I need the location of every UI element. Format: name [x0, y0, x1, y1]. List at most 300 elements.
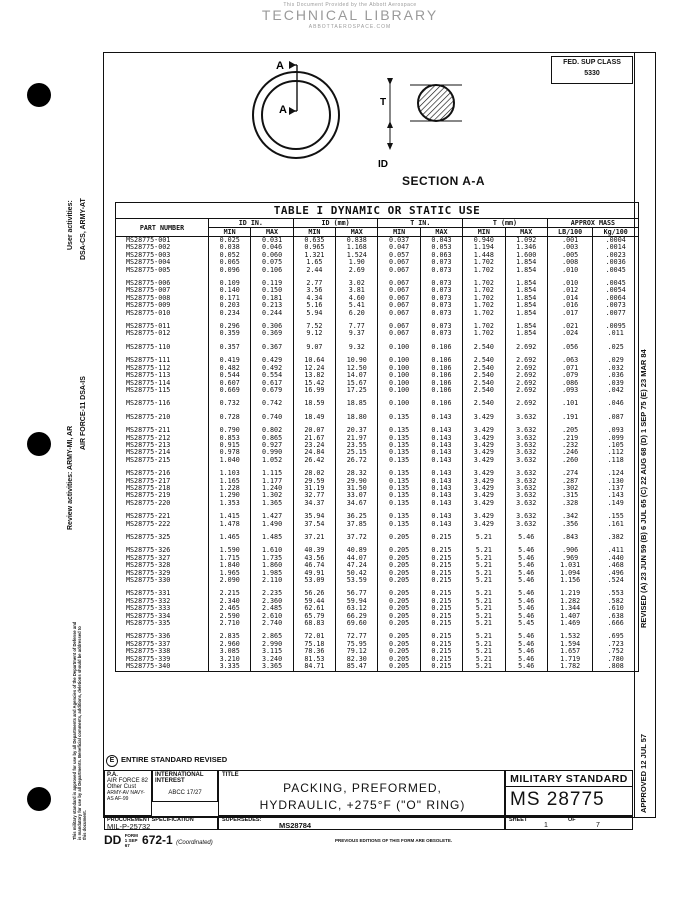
table-cell: 0.205 [378, 633, 420, 640]
table-cell: 0.143 [420, 513, 462, 520]
table-cell: 0.135 [378, 485, 420, 492]
table-cell: 66.29 [336, 613, 378, 620]
table-cell: 0.100 [378, 380, 420, 387]
table-cell: 0.215 [420, 562, 462, 569]
table-cell: 0.067 [378, 302, 420, 309]
table-cell: 0.100 [378, 400, 420, 407]
table-row [116, 310, 639, 317]
table-cell: 3.429 [463, 435, 505, 442]
col-id-in: ID IN. [209, 219, 294, 228]
table-cell: 18.59 [293, 400, 335, 407]
table-cell: 3.429 [463, 485, 505, 492]
proc-cell [104, 816, 218, 830]
table-cell: .638 [593, 613, 639, 620]
part-number-cell: MS28775-002 [116, 244, 209, 251]
table-cell: .036 [593, 372, 639, 379]
table-cell: .087 [593, 414, 639, 421]
table-cell: .161 [593, 521, 639, 528]
part-number-cell: MS28775-222 [116, 521, 209, 528]
table-row [116, 330, 639, 337]
coordinated-label: (Coordinated) [176, 840, 213, 846]
table-cell: 0.215 [420, 598, 462, 605]
table-row [116, 577, 639, 584]
title-block [104, 770, 633, 816]
table-cell: 1.346 [505, 244, 547, 251]
table-cell: 69.60 [336, 620, 378, 627]
table-cell: 0.215 [420, 547, 462, 554]
table-cell: .906 [547, 547, 593, 554]
table-cell: 0.043 [420, 237, 462, 245]
table-cell: 5.21 [463, 590, 505, 597]
table-cell: 18.49 [293, 414, 335, 421]
standard-cell [505, 770, 633, 816]
pa-cell [104, 770, 152, 816]
table-cell: 1.854 [505, 267, 547, 274]
section-drawing [250, 55, 490, 175]
table-cell: .155 [593, 513, 639, 520]
table-cell: 9.32 [336, 344, 378, 351]
table-cell: .780 [593, 656, 639, 663]
table-row [116, 457, 639, 464]
table-cell: 2.990 [251, 641, 293, 648]
table-cell: 3.429 [463, 449, 505, 456]
col-t-mm: T (mm) [463, 219, 548, 228]
part-number-cell: MS28775-114 [116, 380, 209, 387]
oring-outer-circle [253, 72, 339, 158]
table-cell: .137 [593, 485, 639, 492]
table-cell: 1.094 [547, 570, 593, 577]
table-cell: 0.802 [251, 427, 293, 434]
part-number-cell: MS28775-216 [116, 470, 209, 477]
table-cell: 1.031 [547, 562, 593, 569]
table-cell: .039 [593, 380, 639, 387]
table-cell: 2.692 [505, 400, 547, 407]
table-cell: .0054 [593, 287, 639, 294]
dimension-table [115, 202, 639, 672]
table-cell: 0.143 [420, 485, 462, 492]
table-cell: .0004 [593, 237, 639, 245]
table-cell: 3.429 [463, 457, 505, 464]
table-cell: 0.057 [378, 252, 420, 259]
table-cell: 0.073 [420, 280, 462, 287]
part-number-cell: MS28775-329 [116, 570, 209, 577]
table-cell: 2.215 [209, 590, 251, 597]
table-cell: .666 [593, 620, 639, 627]
table-cell: .118 [593, 457, 639, 464]
table-cell: 1.702 [463, 310, 505, 317]
table-row [116, 547, 639, 554]
col-max: MAX [336, 228, 378, 237]
table-cell: 0.140 [209, 287, 251, 294]
table-cell: 1.365 [251, 500, 293, 507]
of-label: OF [568, 817, 576, 823]
table-cell: 82.30 [336, 656, 378, 663]
table-cell: 0.067 [378, 330, 420, 337]
table-cell: 53.59 [336, 577, 378, 584]
sheet-cell [505, 816, 633, 830]
table-cell: 2.44 [293, 267, 335, 274]
table-cell: 4.60 [336, 295, 378, 302]
part-number-cell: MS28775-330 [116, 577, 209, 584]
table-cell: 1.965 [209, 570, 251, 577]
table-cell: 0.135 [378, 457, 420, 464]
table-cell: 0.965 [293, 244, 335, 251]
table-cell: 0.205 [378, 570, 420, 577]
table-row [116, 513, 639, 520]
title-line1: PACKING, PREFORMED, [283, 781, 442, 795]
table-cell: 3.210 [209, 656, 251, 663]
table-cell: 62.61 [293, 605, 335, 612]
table-row [116, 414, 639, 421]
fsc-value: 5330 [584, 70, 600, 77]
table-cell: 0.073 [420, 330, 462, 337]
table-cell: 0.135 [378, 435, 420, 442]
table-cell: 1.219 [547, 590, 593, 597]
table-cell: 0.135 [378, 470, 420, 477]
pa-value: AIR FORCE 82 [107, 778, 149, 784]
table-cell: 2.540 [463, 357, 505, 364]
col-kg100: Kg/100 [593, 228, 639, 237]
table-cell: 2.69 [336, 267, 378, 274]
table-cell: .005 [547, 252, 593, 259]
table-cell: 5.21 [463, 633, 505, 640]
table-row [116, 259, 639, 266]
table-cell: 1.854 [505, 310, 547, 317]
table-cell: .468 [593, 562, 639, 569]
table-cell: 0.052 [209, 252, 251, 259]
table-cell: 0.205 [378, 562, 420, 569]
table-cell: 1.854 [505, 330, 547, 337]
table-cell: 1.702 [463, 267, 505, 274]
table-cell: .808 [593, 663, 639, 671]
table-cell: 0.135 [378, 513, 420, 520]
table-cell: .0045 [593, 280, 639, 287]
table-cell: 0.215 [420, 555, 462, 562]
table-cell: 2.540 [463, 344, 505, 351]
part-number-cell: MS28775-210 [116, 414, 209, 421]
part-number-cell: MS28775-006 [116, 280, 209, 287]
approval-statement: This military standard is approved for use by all Departments and Agencies of the Department of Defense and is mandatory for use by all Departments. Beneficial comments, additions, deletions should be addressed to this document. [72, 621, 87, 840]
table-cell: .029 [593, 357, 639, 364]
table-cell: 3.81 [336, 287, 378, 294]
table-row [116, 449, 639, 456]
sheet-value: 1 [544, 822, 548, 829]
part-number-cell: MS28775-338 [116, 648, 209, 655]
part-number-cell: MS28775-003 [116, 252, 209, 259]
table-cell: 2.540 [463, 387, 505, 394]
table-cell: .099 [593, 435, 639, 442]
table-cell: 3.632 [505, 470, 547, 477]
part-number-cell: MS28775-112 [116, 365, 209, 372]
table-cell: 1.854 [505, 287, 547, 294]
table-body [116, 237, 639, 672]
t-dim-label: T [380, 97, 387, 108]
table-cell: 36.25 [336, 513, 378, 520]
table-cell: 1.478 [209, 521, 251, 528]
table-cell: .010 [547, 267, 593, 274]
table-cell: 0.031 [251, 237, 293, 245]
table-cell: 3.56 [293, 287, 335, 294]
pa-label: P.A. [107, 772, 118, 778]
table-cell: 2.110 [251, 577, 293, 584]
table-cell: 1.353 [209, 500, 251, 507]
table-cell: 5.21 [463, 562, 505, 569]
table-cell: 0.073 [420, 267, 462, 274]
table-cell: 0.119 [251, 280, 293, 287]
review-airforce: AIR FORCE-11 DSA-IS [80, 376, 87, 450]
table-cell: 5.45 [505, 620, 547, 627]
table-cell: 0.244 [251, 310, 293, 317]
table-cell: 5.46 [505, 656, 547, 663]
table-cell: .440 [593, 555, 639, 562]
table-cell: 1.115 [251, 470, 293, 477]
table-cell: 7.77 [336, 323, 378, 330]
table-cell: 0.067 [378, 280, 420, 287]
table-cell: 1.782 [547, 663, 593, 671]
table-cell: 1.702 [463, 259, 505, 266]
table-cell: 15.42 [293, 380, 335, 387]
part-number-cell: MS28775-332 [116, 598, 209, 605]
part-number-cell: MS28775-220 [116, 500, 209, 507]
col-min: MIN [293, 228, 335, 237]
table-cell: 3.632 [505, 492, 547, 499]
table-row [116, 267, 639, 274]
table-cell: 2.485 [251, 605, 293, 612]
table-row [116, 295, 639, 302]
col-part-number: PART NUMBER [116, 219, 209, 237]
table-cell: .003 [547, 244, 593, 251]
table-cell: 3.632 [505, 449, 547, 456]
col-mass: APPROX MASS [547, 219, 638, 228]
table-cell: 2.590 [209, 613, 251, 620]
table-row [116, 302, 639, 309]
table-cell: .124 [593, 470, 639, 477]
table-cell: 0.100 [378, 344, 420, 351]
table-cell: 0.143 [420, 492, 462, 499]
table-cell: 34.67 [336, 500, 378, 507]
proc-value: MIL-P-25732 [107, 822, 151, 831]
table-cell: 0.853 [209, 435, 251, 442]
part-number-cell: MS28775-218 [116, 485, 209, 492]
table-cell: .0073 [593, 302, 639, 309]
table-cell: 0.990 [251, 449, 293, 456]
library-title: TECHNICAL LIBRARY [261, 7, 439, 23]
table-cell: 1.854 [505, 280, 547, 287]
table-cell: 2.710 [209, 620, 251, 627]
table-cell: 0.025 [209, 237, 251, 245]
table-cell: 0.429 [251, 357, 293, 364]
table-row [116, 442, 639, 449]
table-cell: 0.060 [251, 252, 293, 259]
part-number-cell: MS28775-217 [116, 478, 209, 485]
table-cell: 2.540 [463, 400, 505, 407]
table-cell: 0.205 [378, 590, 420, 597]
table-cell: 1.490 [251, 521, 293, 528]
table-cell: 0.865 [251, 435, 293, 442]
table-cell: 0.215 [420, 534, 462, 541]
table-cell: 34.37 [293, 500, 335, 507]
section-title: SECTION A-A [402, 174, 486, 188]
table-cell: 15.67 [336, 380, 378, 387]
part-number-cell: MS28775-004 [116, 259, 209, 266]
table-cell: 0.067 [378, 310, 420, 317]
table-cell: 3.632 [505, 435, 547, 442]
table-cell: 0.150 [251, 287, 293, 294]
table-cell: 1.854 [505, 323, 547, 330]
table-cell: 2.465 [209, 605, 251, 612]
table-cell: 20.07 [293, 427, 335, 434]
table-cell: .0077 [593, 310, 639, 317]
table-cell: 2.692 [505, 344, 547, 351]
table-cell: 5.41 [336, 302, 378, 309]
id-dim-label: ID [378, 159, 388, 170]
table-cell: 0.482 [209, 365, 251, 372]
table-cell: 26.72 [336, 457, 378, 464]
part-number-cell: MS28775-340 [116, 663, 209, 671]
part-number-cell: MS28775-213 [116, 442, 209, 449]
table-cell: 0.073 [420, 302, 462, 309]
table-row [116, 492, 639, 499]
table-cell: .101 [547, 400, 593, 407]
table-cell: 1.302 [251, 492, 293, 499]
title-cell [218, 770, 505, 816]
table-cell: .274 [547, 470, 593, 477]
fsc-box [551, 56, 633, 84]
table-cell: 0.740 [251, 414, 293, 421]
table-cell: 0.109 [209, 280, 251, 287]
table-cell: 0.742 [251, 400, 293, 407]
part-number-cell: MS28775-007 [116, 287, 209, 294]
table-cell: 10.64 [293, 357, 335, 364]
table-cell: 0.367 [251, 344, 293, 351]
table-row [116, 323, 639, 330]
table-cell: 5.21 [463, 613, 505, 620]
table-cell: 0.143 [420, 427, 462, 434]
col-lb100: LB/100 [547, 228, 593, 237]
table-cell: 3.429 [463, 427, 505, 434]
table-cell: 50.42 [336, 570, 378, 577]
table-cell: 3.429 [463, 478, 505, 485]
table-cell: 0.067 [378, 295, 420, 302]
table-cell: 1.469 [547, 620, 593, 627]
table-cell: 0.306 [251, 323, 293, 330]
table-cell: 79.12 [336, 648, 378, 655]
table-cell: 1.052 [251, 457, 293, 464]
table-cell: 3.429 [463, 492, 505, 499]
section-a-label-mid: A [279, 104, 287, 116]
table-cell: 5.46 [505, 663, 547, 671]
table-cell: 37.54 [293, 521, 335, 528]
table-cell: 1.407 [547, 613, 593, 620]
table-cell: 2.235 [251, 590, 293, 597]
table-cell: .105 [593, 442, 639, 449]
table-cell: 0.065 [209, 259, 251, 266]
part-number-cell: MS28775-111 [116, 357, 209, 364]
table-cell: 5.21 [463, 555, 505, 562]
table-cell: 2.692 [505, 372, 547, 379]
supersedes-label: SUPERSEDES: [222, 817, 262, 823]
table-cell: 0.106 [420, 344, 462, 351]
table-cell: 0.205 [378, 534, 420, 541]
table-row [116, 237, 639, 245]
dd-label: DD [104, 833, 122, 847]
table-cell: 0.215 [420, 663, 462, 671]
table-cell: .0023 [593, 252, 639, 259]
table-cell: 17.25 [336, 387, 378, 394]
table-row [116, 427, 639, 434]
table-cell: 0.205 [378, 598, 420, 605]
table-cell: .071 [547, 365, 593, 372]
table-cell: 37.85 [336, 521, 378, 528]
table-cell: 5.46 [505, 648, 547, 655]
table-cell: 0.143 [420, 478, 462, 485]
table-cell: 1.344 [547, 605, 593, 612]
table-cell: 0.205 [378, 547, 420, 554]
table-cell: 23.55 [336, 442, 378, 449]
revision-history: REVISED (A) 23 JUN 59 (B) 6 JUL 65 (C) 22 AUG 68 (D) 1 SEP 75 (E) 23 MAR 84 [639, 349, 648, 628]
table-cell: 31.19 [293, 485, 335, 492]
table-row [116, 521, 639, 528]
table-cell: 0.790 [209, 427, 251, 434]
mil-std-label: MILITARY STANDARD [510, 773, 628, 785]
table-cell: 0.063 [420, 252, 462, 259]
table-cell: 0.635 [293, 237, 335, 245]
table-cell: 0.728 [209, 414, 251, 421]
table-cell: 2.340 [209, 598, 251, 605]
table-cell: .130 [593, 478, 639, 485]
table-cell: 3.632 [505, 427, 547, 434]
table-cell: .246 [547, 449, 593, 456]
table-cell: 0.215 [420, 570, 462, 577]
table-cell: .232 [547, 442, 593, 449]
table-cell: 0.215 [420, 577, 462, 584]
table-cell: .191 [547, 414, 593, 421]
table-cell: 0.106 [420, 380, 462, 387]
table-cell: .205 [547, 427, 593, 434]
col-id-mm: ID (mm) [293, 219, 378, 228]
table-cell: 3.632 [505, 442, 547, 449]
table-cell: 85.47 [336, 663, 378, 671]
table-cell: .112 [593, 449, 639, 456]
table-cell: 1.594 [547, 641, 593, 648]
table-cell: 3.365 [251, 663, 293, 671]
table-cell: 5.21 [463, 598, 505, 605]
part-number-cell: MS28775-335 [116, 620, 209, 627]
table-row [116, 372, 639, 379]
table-cell: 37.21 [293, 534, 335, 541]
table-cell: 5.46 [505, 641, 547, 648]
table-cell: 0.296 [209, 323, 251, 330]
part-number-cell: MS28775-110 [116, 344, 209, 351]
table-cell: 0.106 [420, 400, 462, 407]
table-cell: 1.702 [463, 295, 505, 302]
table-cell: 1.427 [251, 513, 293, 520]
revision-note-text: ENTIRE STANDARD REVISED [121, 755, 228, 764]
part-number-cell: MS28775-212 [116, 435, 209, 442]
table-cell: 0.732 [209, 400, 251, 407]
table-cell: .010 [547, 280, 593, 287]
table-cell: 12.24 [293, 365, 335, 372]
table-cell: 0.143 [420, 435, 462, 442]
table-cell: 0.135 [378, 478, 420, 485]
oring-inner-circle [262, 81, 330, 149]
table-cell: 2.835 [209, 633, 251, 640]
table-cell: 18.85 [336, 400, 378, 407]
table-cell: 5.21 [463, 547, 505, 554]
table-cell: 0.106 [420, 357, 462, 364]
table-cell: 1.854 [505, 259, 547, 266]
table-cell: 0.135 [378, 521, 420, 528]
